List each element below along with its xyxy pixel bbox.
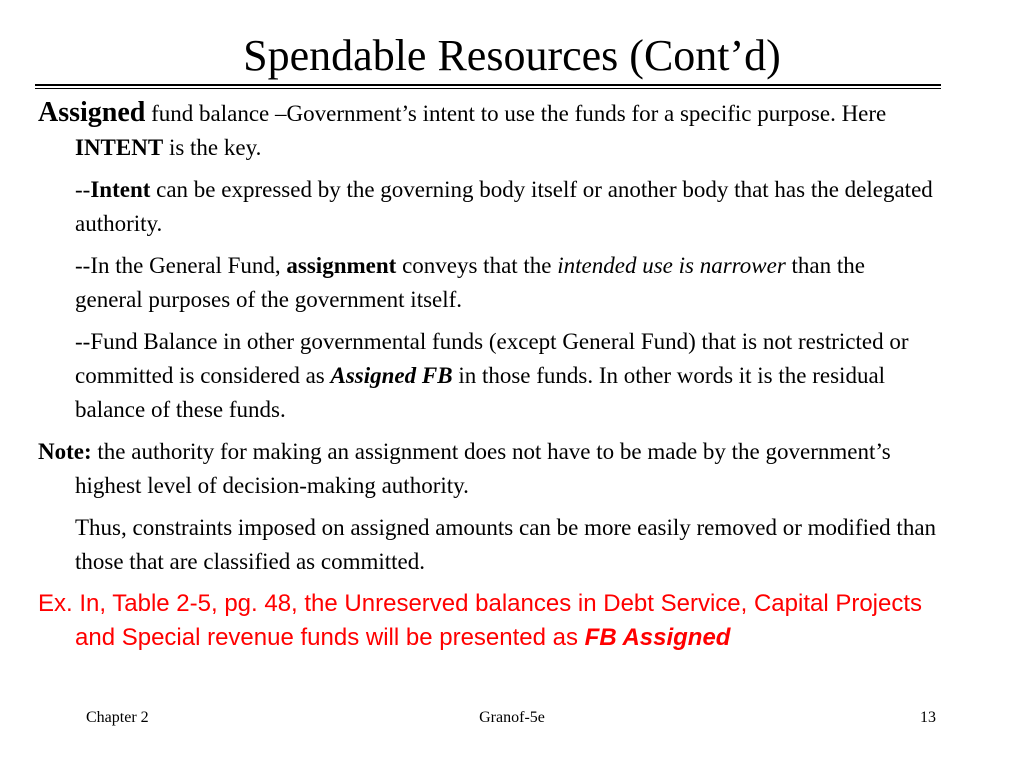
text: --Fund Balance in other governmental funds (except General Fund) that is not restricted or committed is considered as bbox=[75, 329, 909, 388]
text: -- bbox=[75, 177, 91, 202]
text: is the key. bbox=[163, 135, 262, 160]
text: --In the General Fund, bbox=[75, 253, 287, 278]
footer-chapter: Chapter 2 bbox=[86, 709, 149, 726]
title-divider bbox=[35, 84, 941, 89]
footer-page-number: 13 bbox=[920, 709, 936, 726]
paragraph-example bbox=[38, 587, 938, 655]
text: fund balance –Government’s intent to use the funds for a specific purpose. Here bbox=[145, 101, 887, 126]
term-intent: INTENT bbox=[75, 135, 164, 160]
text: conveys that the bbox=[396, 253, 558, 278]
text: than the general purposes of the government itself. bbox=[75, 253, 865, 312]
emphasis-narrower: intended use is narrower bbox=[557, 253, 786, 278]
note-label: Note: bbox=[38, 439, 92, 464]
paragraph-assigned-definition bbox=[38, 96, 938, 165]
paragraph-other-funds bbox=[38, 325, 938, 427]
term-fb-assigned: FB Assigned bbox=[584, 624, 731, 651]
paragraph-general-fund bbox=[38, 249, 938, 317]
slide-body bbox=[38, 96, 938, 663]
text: can be expressed by the governing body itself or another body that has the delegated authority. bbox=[75, 177, 933, 236]
slide-title: Spendable Resources (Cont’d) bbox=[243, 31, 781, 80]
text: in those funds. In other words it is the residual balance of these funds. bbox=[75, 363, 886, 422]
paragraph-constraints bbox=[38, 511, 938, 579]
text: Ex. In, Table 2-5, pg. 48, the Unreserved balances in Debt Service, Capital Projects and Special revenue funds will be presented as bbox=[38, 590, 923, 651]
term-assignment: assignment bbox=[286, 253, 397, 278]
term-assigned: Assigned bbox=[38, 97, 146, 128]
paragraph-intent bbox=[38, 173, 938, 241]
paragraph-note bbox=[38, 435, 938, 503]
text: the authority for making an assignment does not have to be made by the government’s highest level of decision-making authority. bbox=[75, 439, 891, 498]
term-assigned-fb: Assigned FB bbox=[330, 363, 453, 388]
text: Thus, constraints imposed on assigned amounts can be more easily removed or modified than those that are classified as committed. bbox=[75, 515, 937, 574]
footer-source: Granof-5e bbox=[479, 709, 545, 726]
term-intent-bold: Intent bbox=[90, 177, 151, 202]
